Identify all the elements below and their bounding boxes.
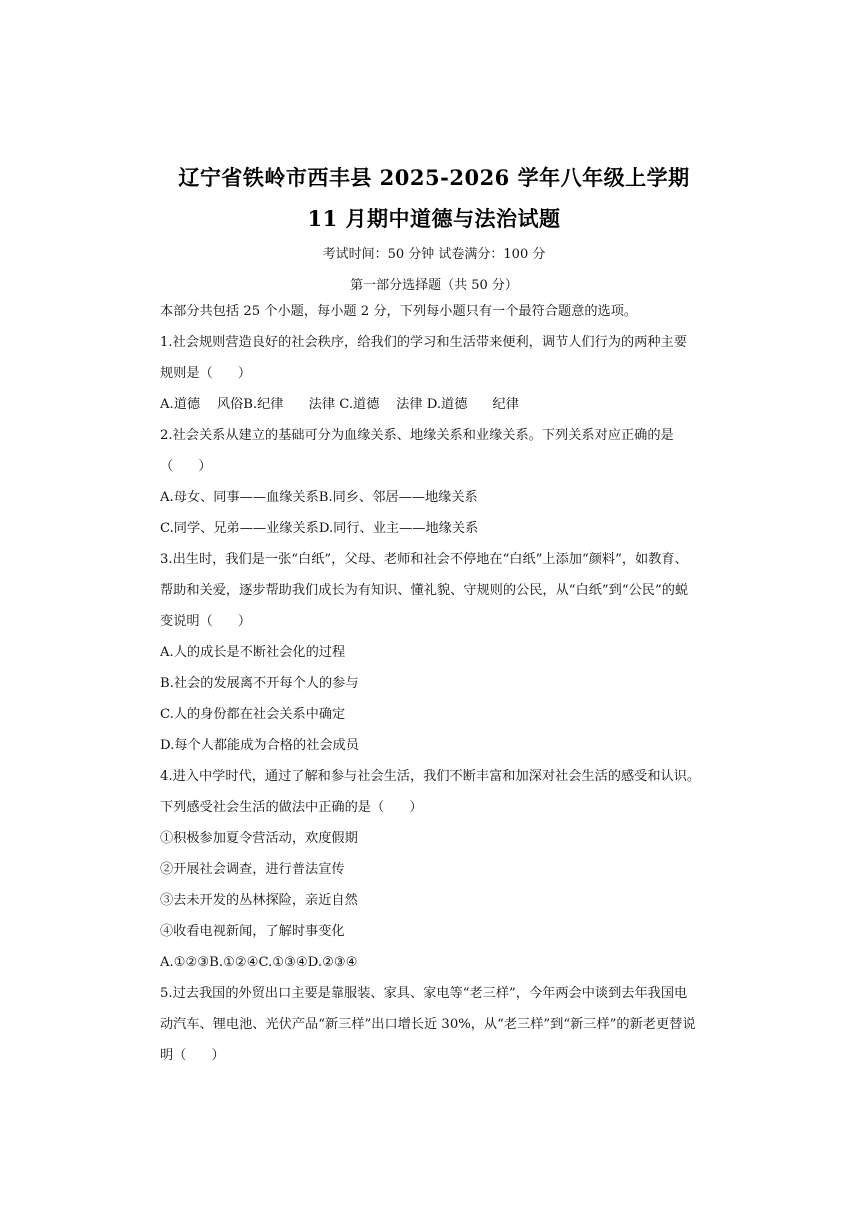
question-2-options-line-2: C.同学、兄弟——业缘关系D.同行、业主——地缘关系 bbox=[160, 521, 479, 536]
question-4-options: A.①②③B.①②④C.①③④D.②③④ bbox=[160, 955, 358, 970]
question-1-options: A.道德 风俗B.纪律 法律 C.道德 法律 D.道德 纪律 bbox=[160, 397, 519, 412]
question-5-stem-line-2: 动汽车、锂电池、光伏产品“新三样”出口增长近 30%，从“老三样”到“新三样”的新老更替说 bbox=[160, 1017, 696, 1032]
question-3-stem-line-1: 3.出生时，我们是一张“白纸”，父母、老师和社会不停地在“白纸”上添加“颜料”，如教育、 bbox=[160, 552, 688, 567]
question-5-stem-line-1: 5.过去我国的外贸出口主要是靠服装、家具、家电等“老三样”，今年两会中谈到去年我国电 bbox=[160, 986, 688, 1001]
question-3-stem-line-3: 变说明（ ） bbox=[160, 614, 252, 629]
question-4-stem-line-1: 4.进入中学时代，通过了解和参与社会生活，我们不断丰富和加深对社会生活的感受和认识。 bbox=[160, 769, 701, 784]
question-2-stem-line-2: （ ） bbox=[160, 459, 212, 474]
exam-info: 考试时间：50 分钟 试卷满分：100 分 bbox=[322, 247, 546, 262]
question-4-item-3: ③去未开发的丛林探险，亲近自然 bbox=[160, 893, 358, 908]
question-3-stem-line-2: 帮助和关爱，逐步帮助我们成长为有知识、懂礼貌、守规则的公民，从“白纸”到“公民”的蜕 bbox=[160, 583, 689, 598]
instructions: 本部分共包括 25 个小题，每小题 2 分，下列每小题只有一个最符合题意的选项。 bbox=[160, 304, 638, 319]
question-1-stem-line-2: 规则是（ ） bbox=[160, 366, 252, 381]
question-3-option-a: A.人的成长是不断社会化的过程 bbox=[160, 645, 346, 660]
question-4-item-1: ①积极参加夏令营活动，欢度假期 bbox=[160, 831, 358, 846]
question-4-item-2: ②开展社会调查，进行普法宣传 bbox=[160, 862, 345, 877]
question-3-option-c: C.人的身份都在社会关系中确定 bbox=[160, 707, 346, 722]
question-4-item-4: ④收看电视新闻，了解时事变化 bbox=[160, 924, 345, 939]
document-title-line-2: 11 月期中道德与法治试题 bbox=[307, 206, 561, 231]
question-2-stem-line-1: 2.社会关系从建立的基础可分为血缘关系、地缘关系和业缘关系。下列关系对应正确的是 bbox=[160, 428, 674, 443]
question-2-options-line-1: A.母女、同事——血缘关系B.同乡、邻居——地缘关系 bbox=[160, 490, 478, 505]
document-title-line-1: 辽宁省铁岭市西丰县 2025-2026 学年八年级上学期 bbox=[178, 165, 690, 190]
question-3-option-b: B.社会的发展离不开每个人的参与 bbox=[160, 676, 359, 691]
question-5-stem-line-3: 明（ ） bbox=[160, 1048, 225, 1063]
question-4-stem-line-2: 下列感受社会生活的做法中正确的是（ ） bbox=[160, 800, 423, 815]
question-3-option-d: D.每个人都能成为合格的社会成员 bbox=[160, 738, 359, 753]
question-1-stem-line-1: 1.社会规则营造良好的社会秩序，给我们的学习和生活带来便利，调节人们行为的两种主要 bbox=[160, 335, 687, 350]
section-heading: 第一部分选择题（共 50 分） bbox=[350, 278, 518, 293]
